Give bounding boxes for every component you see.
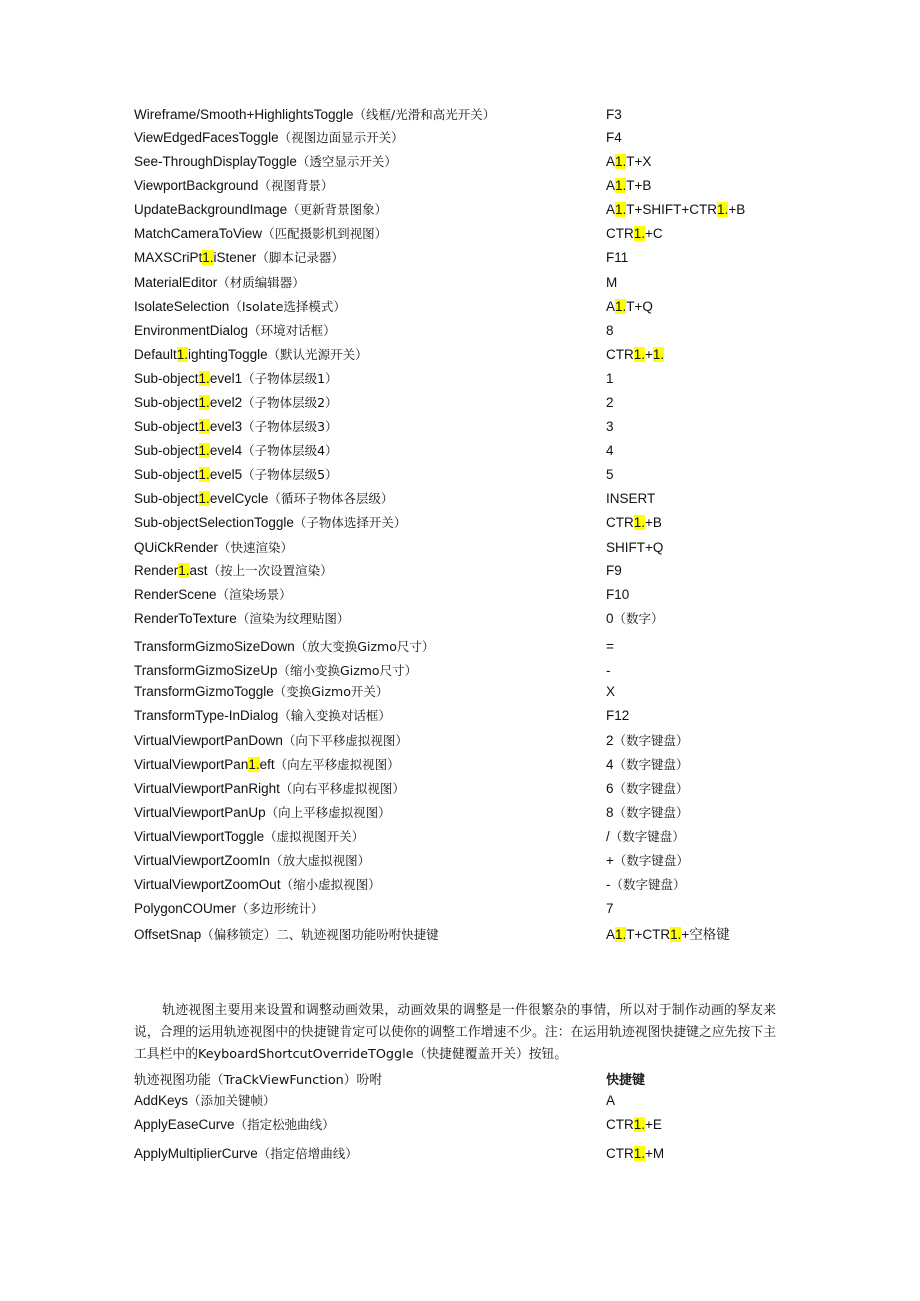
command-name-segment: VirtualViewportPanUp [134,805,266,820]
command-name-segment: PolygonCOUmer [134,901,237,916]
shortcut-key-segment: 4 [606,757,614,772]
command-name-segment: 1. [198,371,210,386]
command-name [134,561,333,581]
shortcut-key-segment: A [606,154,616,169]
shortcut-row [134,875,784,899]
command-description: （更新背景图象） [287,202,388,217]
shortcut-key [606,899,614,919]
command-name-segment: Render [134,563,179,578]
shortcut-key-segment: CTR [606,226,634,241]
command-name-segment: Default [134,347,177,362]
shortcut-key-segment: SHIFT+Q [606,540,664,555]
command-name [134,248,344,268]
shortcut-row [134,105,784,129]
command-name-segment: 1. [198,443,210,458]
command-description: （子物体选择开关） [293,515,407,530]
shortcut-key [606,538,663,558]
shortcut-row [134,731,784,755]
shortcut-key-segment: T+B [626,178,652,193]
command-name-segment: ast [189,563,208,578]
command-name [134,273,305,293]
command-name-segment: 1. [248,757,260,772]
command-description: （渲染场景） [216,587,292,602]
command-name-segment: VirtualViewportPan [134,757,249,772]
command-name [134,176,333,196]
shortcut-row [134,609,784,633]
shortcut-key-segment: 8 [606,805,614,820]
command-name-segment: eft [259,757,275,772]
command-description: （向右平移虚拟视图） [279,781,405,796]
shortcut-row [134,803,784,827]
shortcut-key-segment: CTR [606,1117,634,1132]
shortcut-key-segment: 1. [633,347,646,362]
command-name [134,105,495,125]
shortcut-key-segment: 2 [606,733,614,748]
command-name [134,585,292,605]
shortcut-row [134,755,784,779]
command-name [134,538,293,558]
shortcut-key-segment: 6 [606,781,614,796]
command-name-segment: QUiCkRender [134,540,219,555]
command-description: （向下平移虚拟视图） [282,733,408,748]
shortcut-key-segment: 1. [615,202,627,217]
shortcut-key [606,925,730,945]
command-name-segment: AddKeys [134,1093,189,1108]
command-name [134,465,338,485]
command-description: （快速渲染） [218,540,294,555]
shortcut-key [606,779,689,799]
command-name-segment: TransformGizmoSizeUp [134,663,278,678]
shortcut-key-segment: 1. [652,347,665,362]
shortcut-row [134,585,784,609]
command-name-segment: IsolateSelection [134,299,230,314]
command-name-segment: 1. [176,347,189,362]
shortcut-key-segment: A [606,299,616,314]
command-name [134,755,400,775]
shortcut-key [606,248,628,268]
shortcut-key-note: （数字键盘） [613,757,689,772]
shortcut-key-segment: + [606,853,614,868]
shortcut-key-segment: = [606,639,614,654]
command-description: （变换Gizmo开关） [273,684,389,699]
shortcut-key-note: （数字） [613,611,664,626]
shortcut-row [134,706,784,730]
shortcut-key [606,1091,615,1111]
command-description: （脚本记录器） [256,250,344,265]
shortcut-row [134,465,784,489]
shortcut-key [606,152,651,172]
shortcut-key-segment: +空格键 [681,927,730,942]
command-name-segment: 1. [202,250,214,265]
shortcut-key-segment: CTR [606,347,634,362]
track-view-intro-paragraph [134,1000,776,1066]
command-description: （循环子物体各层级） [268,491,394,506]
command-name-segment: evel5 [209,467,243,482]
shortcut-key-segment: CTR [606,515,634,530]
shortcut-key [606,561,622,581]
command-name-segment: evel3 [209,419,243,434]
shortcut-key-segment: A [606,202,616,217]
command-name [134,417,338,437]
shortcut-key [606,706,629,726]
command-description: （渲染为纹理贴图） [236,611,350,626]
command-name-segment: VirtualViewportPanDown [134,733,283,748]
shortcut-key-segment: T+X [626,154,652,169]
shortcut-key-segment: X [606,684,616,699]
command-name [134,827,364,847]
shortcut-row [134,513,784,537]
command-name [134,441,338,461]
command-description: （指定倍增曲线） [257,1146,358,1161]
command-name-segment: MAXSCriPt [134,250,203,265]
shortcut-key-segment: +E [645,1117,662,1132]
shortcut-key [606,1115,662,1135]
shortcut-row [134,128,784,152]
command-description: （透空显示开关） [296,154,397,169]
command-name-segment: MatchCameraToView [134,226,263,241]
shortcut-key [606,513,662,533]
shortcut-key-segment: F12 [606,708,630,723]
command-name-segment: VirtualViewportToggle [134,829,265,844]
track-view-header-right: 快捷键 [606,1073,646,1088]
command-name-segment: evel1 [209,371,243,386]
command-description: （视图背景） [258,178,334,193]
shortcut-row [134,176,784,200]
shortcut-key-segment: - [606,663,611,678]
command-name-segment: Sub-object [134,419,199,434]
shortcut-row [134,827,784,851]
shortcut-key-segment: T+SHIFT+CTR [626,202,718,217]
command-name-segment: ViewEdgedFacesToggle [134,130,279,145]
shortcut-key-segment: 1. [615,927,627,942]
command-description: （匹配摄影机到视图） [262,226,388,241]
command-name [134,851,370,871]
shortcut-key-note: （数字键盘） [610,877,686,892]
command-name [134,200,387,220]
shortcut-key [606,441,614,461]
command-name-segment: 1. [198,467,210,482]
command-name [134,489,393,509]
shortcut-key-segment: M [606,275,618,290]
paragraph-text: 轨迹视图主要用来设置和调整动画效果，动画效果的调整是一件很繁杂的事情，所以对于制作动画的孥友来说，合理的运用轨迹视图中的快捷键肯定可以使你的调整工作增速不少。注：在运用轨迹视图快捷键之应先按下主工具栏中的KeyboardShortcutOverrideTOggle（快捷健覆盖开关）按钮。 [134,1003,776,1062]
command-name-segment: RenderToTexture [134,611,237,626]
shortcut-row [134,224,784,248]
command-description: （偏移锁定）二、轨迹视图功能吩咐快捷键 [201,927,439,942]
shortcut-key-segment: 5 [606,467,614,482]
shortcut-row [134,899,784,923]
shortcut-key-segment: 8 [606,323,614,338]
shortcut-key-segment: 1. [633,226,646,241]
shortcut-row [134,925,784,949]
shortcut-key-segment: INSERT [606,491,656,506]
shortcut-key-segment: F9 [606,563,622,578]
shortcut-key-note: （数字键盘） [609,829,685,844]
shortcut-key-note: （数字键盘） [613,805,689,820]
shortcut-key [606,105,622,125]
command-name [134,803,391,823]
shortcut-key-segment: 0 [606,611,614,626]
shortcut-key [606,1144,664,1164]
shortcut-key [606,755,689,775]
command-name-segment: Sub-object [134,467,199,482]
shortcut-key [606,369,614,389]
command-name [134,899,324,919]
command-name-segment: See-ThroughDisplayToggle [134,154,297,169]
shortcut-key [606,224,663,244]
shortcut-key-segment: +C [645,226,663,241]
command-name-segment: 1. [178,563,190,578]
shortcut-row [134,851,784,875]
command-description: （子物体层级1） [242,371,338,386]
shortcut-key-segment: 4 [606,443,614,458]
shortcut-key-segment: F11 [606,250,629,265]
shortcut-key [606,875,686,895]
shortcut-row [134,200,784,224]
command-name-segment: ApplyEaseCurve [134,1117,235,1132]
command-name [134,513,406,533]
command-description: （向上平移虚拟视图） [265,805,391,820]
command-name-segment: evelCycle [209,491,269,506]
command-name-segment: ViewportBackground [134,178,259,193]
command-description: （环境对话框） [248,323,336,338]
command-description: （Isolate选择模式） [229,299,346,314]
command-description: （指定松弛曲线） [234,1117,335,1132]
shortcut-key [606,345,664,365]
shortcut-row [134,152,784,176]
shortcut-key [606,637,614,657]
command-name-segment: OffsetSnap [134,927,202,942]
shortcut-key-note: （数字键盘） [613,853,689,868]
command-name [134,925,439,945]
shortcut-key-segment: / [606,829,610,844]
track-shortcut-row [134,1115,784,1139]
shortcut-row [134,538,784,562]
shortcut-key-segment: 1 [606,371,614,386]
shortcut-key-segment: A [606,1093,616,1108]
shortcut-row [134,297,784,321]
shortcut-key-segment: 7 [606,901,614,916]
shortcut-key [606,585,629,605]
command-description: （添加关键帧） [188,1093,276,1108]
command-description: （材质编辑器） [217,275,305,290]
shortcut-key-segment: 1. [615,178,627,193]
shortcut-key-segment: +M [645,1146,665,1161]
command-name [134,369,338,389]
shortcut-key [606,200,745,220]
command-name [134,661,417,681]
command-name [134,875,381,895]
shortcut-key-segment: 1. [633,515,646,530]
command-description: （虚拟视图开关） [264,829,365,844]
command-name [134,779,405,799]
command-name-segment: VirtualViewportZoomIn [134,853,271,868]
shortcut-key-segment: 1. [615,154,627,169]
command-description: （线框/光滑和高光开关） [353,107,496,122]
command-description: （缩小变换Gizmo尺寸） [277,663,418,678]
shortcut-key-segment: T+Q [626,299,653,314]
shortcut-key [606,489,655,509]
command-name [134,128,404,148]
shortcut-key-segment: 1. [633,1146,646,1161]
command-description: （子物体层级5） [242,467,338,482]
track-shortcut-row [134,1144,784,1168]
shortcut-key-note: （数字键盘） [613,733,689,748]
command-description: （子物体层级3） [242,419,338,434]
shortcut-key-segment: F10 [606,587,630,602]
command-name-segment: TransformType-InDialog [134,708,279,723]
shortcut-row [134,489,784,513]
shortcut-key-segment: 1. [670,927,682,942]
shortcut-row [134,369,784,393]
shortcut-key [606,465,614,485]
shortcut-key-segment: T+CTR [626,927,671,942]
command-name-segment: VirtualViewportZoomOut [134,877,281,892]
command-name [134,152,397,172]
shortcut-row [134,248,784,272]
shortcut-key-segment: 1. [633,1117,646,1132]
command-name-segment: Sub-object [134,371,199,386]
shortcut-key-segment: A [606,927,616,942]
shortcut-row [134,321,784,345]
command-name [134,1115,335,1135]
command-name-segment: Sub-object [134,395,199,410]
shortcut-key-segment: 3 [606,419,614,434]
shortcut-key [606,731,689,751]
command-description: （放大虚拟视图） [270,853,371,868]
command-name-segment: UpdateBackgroundImage [134,202,288,217]
shortcut-key [606,417,614,437]
command-name [134,1144,358,1164]
command-name [134,637,434,657]
shortcut-row [134,417,784,441]
shortcut-key-segment: 1. [615,299,627,314]
command-description: （默认光源开关） [267,347,368,362]
command-description: （多边形统计） [236,901,324,916]
command-description: （子物体层级4） [242,443,338,458]
shortcut-row [134,441,784,465]
command-name-segment: Sub-object [134,443,199,458]
command-name-segment: evel4 [209,443,243,458]
shortcut-key-segment: CTR [606,1146,634,1161]
shortcut-key-segment: - [606,877,611,892]
shortcut-key-note: （数字键盘） [613,781,689,796]
command-name [134,321,336,341]
command-name [134,1091,276,1111]
command-name [134,393,338,413]
command-description: （按上一次设置渲染） [207,563,333,578]
command-name [134,297,346,317]
command-description: （输入变换对话框） [278,708,391,723]
command-name-segment: VirtualViewportPanRight [134,781,280,796]
shortcut-key [606,393,614,413]
command-name-segment: 1. [198,491,210,506]
command-name [134,345,368,365]
shortcut-key [606,609,664,629]
command-name [134,731,408,751]
command-description: （视图边面显示开关） [278,130,404,145]
command-name-segment: evel2 [209,395,243,410]
command-description: （向左平移虚拟视图） [274,757,400,772]
command-name [134,682,388,702]
shortcut-key [606,128,622,148]
shortcut-key-segment: 2 [606,395,614,410]
shortcut-key [606,297,653,317]
command-name-segment: iStener [213,250,257,265]
shortcut-row [134,561,784,585]
shortcut-key [606,682,615,702]
command-name-segment: Sub-objectSelectionToggle [134,515,294,530]
track-shortcut-row [134,1091,784,1115]
shortcut-key [606,827,685,847]
command-name-segment: ApplyMultiplierCurve [134,1146,258,1161]
shortcut-row [134,345,784,369]
track-view-header-left: 轨迹视图功能（TraCkViewFunction）吩咐 [134,1073,383,1088]
command-name-segment: TransformGizmoSizeDown [134,639,295,654]
shortcut-key [606,321,614,341]
command-name-segment: ightingToggle [188,347,268,362]
command-description: （放大变换Gizmo尺寸） [294,639,435,654]
shortcut-row [134,779,784,803]
command-name-segment: EnvironmentDialog [134,323,249,338]
shortcut-key [606,803,689,823]
shortcut-row [134,393,784,417]
shortcut-key-segment: + [645,347,653,362]
shortcut-key-segment: F3 [606,107,622,122]
shortcut-key [606,661,611,681]
command-name [134,706,391,726]
shortcut-key-segment: F4 [606,130,622,145]
shortcut-key-segment: 1. [717,202,729,217]
command-name-segment: RenderScene [134,587,217,602]
command-description: （子物体层级2） [242,395,338,410]
command-name [134,224,387,244]
shortcut-row [134,682,784,706]
command-description: （缩小虚拟视图） [280,877,381,892]
command-name-segment: 1. [198,395,210,410]
shortcut-row [134,637,784,661]
command-name-segment: Sub-object [134,491,199,506]
shortcut-key [606,273,617,293]
shortcut-key-segment: +B [645,515,662,530]
shortcut-key [606,851,689,871]
shortcut-row [134,273,784,297]
command-name-segment: Wireframe/Smooth+HighlightsToggle [134,107,354,122]
shortcut-key-segment: +B [728,202,746,217]
command-name-segment: TransformGizmoToggle [134,684,274,699]
command-name [134,609,349,629]
shortcut-key [606,176,651,196]
command-name-segment: 1. [198,419,210,434]
command-name-segment: MaterialEditor [134,275,218,290]
shortcut-key-segment: A [606,178,616,193]
